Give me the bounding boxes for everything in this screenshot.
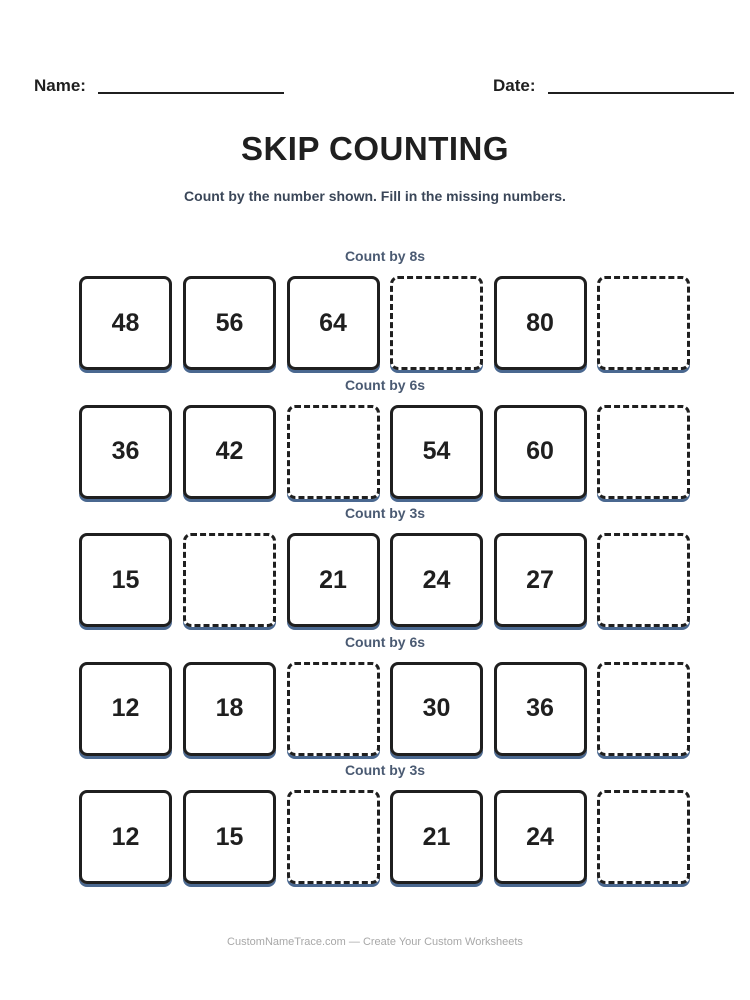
- number-box: 54: [390, 405, 483, 499]
- answer-box[interactable]: [287, 405, 380, 499]
- answer-box[interactable]: [597, 533, 690, 627]
- number-boxes: [79, 790, 691, 884]
- date-label: Date:: [493, 76, 536, 95]
- name-label: Name:: [34, 76, 86, 95]
- name-field[interactable]: [34, 76, 284, 96]
- answer-box[interactable]: [597, 276, 690, 370]
- number-boxes: [79, 533, 691, 627]
- number-box: 64: [287, 276, 380, 370]
- number-box: 24: [390, 533, 483, 627]
- number-boxes: [79, 405, 691, 499]
- count-row: [79, 762, 691, 891]
- number-box: 12: [79, 790, 172, 884]
- number-box: 42: [183, 405, 276, 499]
- row-label: Count by 6s: [344, 633, 426, 650]
- number-box: 21: [287, 533, 380, 627]
- name-line[interactable]: [98, 92, 284, 94]
- number-box: 48: [79, 276, 172, 370]
- instructions: Count by the number shown. Fill in the missing numbers.: [184, 188, 566, 204]
- answer-box[interactable]: [597, 405, 690, 499]
- number-box: 27: [494, 533, 587, 627]
- number-box: 30: [390, 662, 483, 756]
- number-box: 21: [390, 790, 483, 884]
- count-row: [79, 377, 691, 506]
- number-box: 36: [494, 662, 587, 756]
- footer-credit: CustomNameTrace.com — Create Your Custom Worksheets: [227, 936, 523, 948]
- count-row: [79, 505, 691, 634]
- skip-count-rows: [79, 248, 691, 891]
- answer-box[interactable]: [597, 662, 690, 756]
- number-box: 18: [183, 662, 276, 756]
- date-line[interactable]: [548, 92, 734, 94]
- number-box: 24: [494, 790, 587, 884]
- date-field[interactable]: [493, 76, 734, 96]
- row-label: Count by 6s: [344, 376, 426, 393]
- number-box: 56: [183, 276, 276, 370]
- number-box: 36: [79, 405, 172, 499]
- number-boxes: [79, 662, 691, 756]
- number-box: 80: [494, 276, 587, 370]
- number-boxes: [79, 276, 691, 370]
- page-title: SKIP COUNTING: [240, 130, 510, 167]
- row-label: Count by 3s: [344, 762, 426, 778]
- count-row: [79, 248, 691, 377]
- row-label: Count by 3s: [344, 505, 426, 521]
- number-box: 15: [183, 790, 276, 884]
- answer-box[interactable]: [287, 662, 380, 756]
- answer-box[interactable]: [287, 790, 380, 884]
- number-box: 60: [494, 405, 587, 499]
- number-box: 12: [79, 662, 172, 756]
- answer-box[interactable]: [183, 533, 276, 627]
- answer-box[interactable]: [390, 276, 483, 370]
- count-row: [79, 634, 691, 763]
- row-label: Count by 8s: [344, 248, 426, 264]
- answer-box[interactable]: [597, 790, 690, 884]
- number-box: 15: [79, 533, 172, 627]
